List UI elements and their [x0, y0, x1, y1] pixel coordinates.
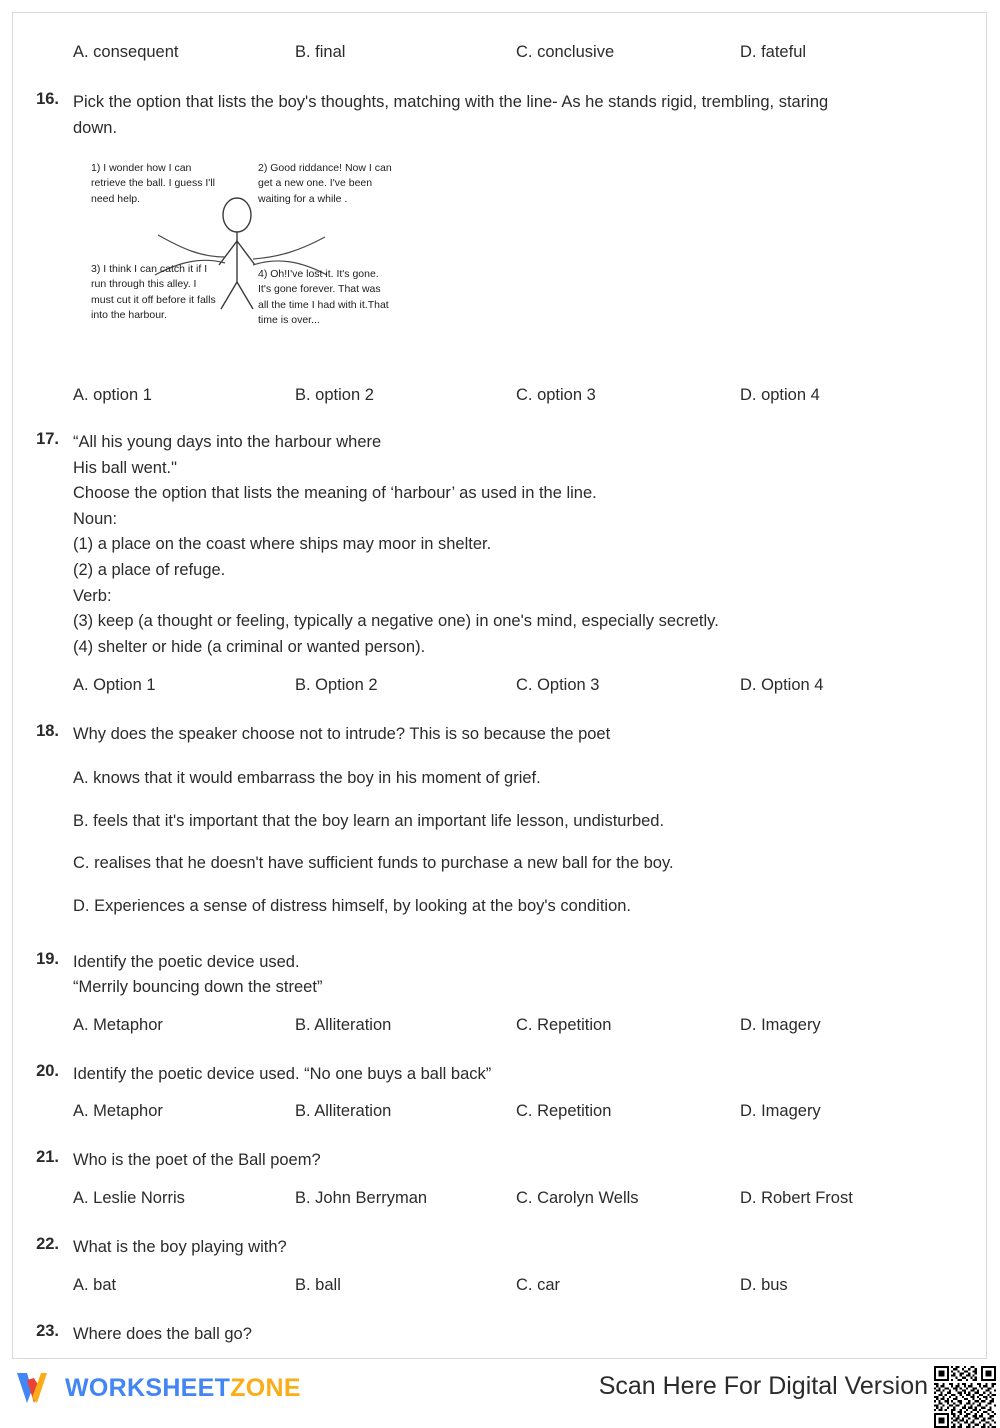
option-d[interactable]: D. Imagery — [740, 1102, 821, 1121]
worksheet-content — [13, 13, 988, 1347]
page-footer — [0, 1366, 1000, 1414]
option-row-19 — [13, 1016, 988, 1035]
question-number: 20. — [36, 1061, 59, 1080]
question-22 — [13, 1235, 988, 1261]
thought-bubble-1: 1) I wonder how I can retrieve the ball. I guess I'll need help. — [91, 162, 215, 205]
option-a[interactable]: A. bat — [73, 1275, 117, 1294]
question-text — [73, 1322, 958, 1348]
question-number: 17. — [36, 430, 59, 449]
option-c[interactable]: C. option 3 — [516, 386, 596, 405]
question-19 — [13, 950, 988, 1001]
option-d[interactable]: D. Robert Frost — [740, 1189, 853, 1207]
question-number: 19. — [36, 949, 59, 968]
option-b[interactable]: B. feels that it's important that the boy learn an important life lesson, undisturbed. — [73, 811, 665, 830]
question-23 — [13, 1322, 988, 1348]
pos-label-verb: Verb: — [73, 586, 112, 605]
question-number: 22. — [36, 1235, 59, 1253]
question-text — [73, 722, 958, 748]
question-line: His ball went." — [73, 458, 177, 477]
definition-4: (4) shelter or hide (a criminal or wanted person). — [73, 637, 426, 656]
w-logo-icon — [14, 1368, 56, 1408]
question-line: Where does the ball go? — [73, 1324, 252, 1343]
option-b[interactable]: B. ball — [295, 1275, 341, 1294]
question-line: Why does the speaker choose not to intrude? This is so because the poet — [73, 725, 611, 744]
option-b[interactable]: B. Alliteration — [295, 1102, 392, 1121]
option-d[interactable]: D. Experiences a sense of distress himself, by looking at the boy's condition. — [73, 897, 632, 915]
option-c[interactable]: C. Carolyn Wells — [516, 1189, 639, 1207]
question-21 — [13, 1148, 988, 1174]
option-d[interactable]: D. bus — [740, 1275, 788, 1294]
option-d[interactable]: D. Option 4 — [740, 676, 824, 695]
question-line: down. — [73, 118, 118, 137]
definition-3: (3) keep (a thought or feeling, typically a negative one) in one's mind, especially secretly. — [73, 612, 719, 631]
thought-bubble-2: 2) Good riddance! Now I can get a new one. I've been waiting for a while . — [258, 162, 392, 205]
quoted-line: “Merrily bouncing down the street” — [73, 978, 323, 997]
option-c[interactable]: C. car — [516, 1275, 561, 1294]
question-number: 23. — [36, 1321, 59, 1340]
thought-bubble-3: 3) I think I can catch it if I run through this alley. I must cut it off before it falls into the harbour. — [91, 263, 216, 321]
option-a[interactable]: A. knows that it would embarrass the boy in his moment of grief. — [73, 768, 541, 787]
pos-label-noun: Noun: — [73, 509, 118, 528]
option-a[interactable]: A. Metaphor — [73, 1015, 163, 1034]
option-list-18 — [13, 766, 988, 919]
option-c[interactable]: C. Repetition — [516, 1015, 612, 1034]
logo-text — [65, 1374, 301, 1403]
question-20 — [13, 1062, 988, 1088]
question-18 — [13, 722, 988, 748]
question-number: 16. — [36, 90, 59, 108]
option-row-20 — [13, 1102, 988, 1121]
option-a[interactable]: A. consequent — [73, 43, 179, 61]
stick-figure-diagram — [73, 157, 403, 372]
question-line: Identify the poetic device used. “No one buys a ball back” — [73, 1064, 492, 1083]
definition-2: (2) a place of refuge. — [73, 560, 226, 579]
option-a[interactable]: A. option 1 — [73, 386, 152, 405]
question-16 — [13, 90, 988, 141]
option-c[interactable]: C. realises that he doesn't have sufficient funds to purchase a new ball for the boy. — [73, 854, 674, 873]
question-line: Choose the option that lists the meaning of ‘harbour’ as used in the line. — [73, 484, 597, 503]
option-row-21 — [13, 1189, 988, 1208]
option-b[interactable]: B. Alliteration — [295, 1015, 392, 1034]
question-text — [73, 430, 958, 660]
question-text — [73, 1235, 958, 1261]
option-row-17 — [13, 676, 988, 695]
option-b[interactable]: B. Option 2 — [295, 676, 378, 695]
question-line: Identify the poetic device used. — [73, 952, 300, 971]
option-c[interactable]: C. conclusive — [516, 43, 615, 61]
logo-worksheet-text: WORKSHEET — [65, 1373, 231, 1402]
question-text — [73, 1062, 958, 1088]
worksheet-zone-logo[interactable] — [14, 1368, 301, 1408]
question-line: Pick the option that lists the boy's thoughts, matching with the line- As he stands rigid, trembling, staring — [73, 93, 829, 111]
question-line: “All his young days into the harbour where — [73, 433, 382, 452]
option-d[interactable]: D. option 4 — [740, 386, 820, 405]
option-b[interactable]: B. option 2 — [295, 386, 374, 405]
question-number: 21. — [36, 1148, 59, 1167]
thought-bubble-4: 4) Oh!I've lost it. It's gone. It's gone forever. That was all the time I had with it.That time is over... — [258, 268, 389, 326]
option-b[interactable]: B. final — [295, 43, 346, 61]
option-b[interactable]: B. John Berryman — [295, 1189, 428, 1207]
option-a[interactable]: A. Option 1 — [73, 676, 156, 695]
option-a[interactable]: A. Metaphor — [73, 1102, 163, 1121]
option-d[interactable]: D. Imagery — [740, 1015, 821, 1034]
question-number: 18. — [36, 722, 59, 741]
worksheet-page — [12, 12, 987, 1359]
logo-zone-text: ZONE — [230, 1373, 301, 1402]
option-a[interactable]: A. Leslie Norris — [73, 1189, 185, 1207]
option-c[interactable]: C. Option 3 — [516, 676, 600, 695]
question-line: Who is the poet of the Ball poem? — [73, 1151, 321, 1170]
option-row-16 — [13, 386, 988, 405]
option-row-carryover — [13, 13, 988, 62]
option-d[interactable]: D. fateful — [740, 43, 807, 61]
definition-1: (1) a place on the coast where ships may moor in shelter. — [73, 535, 492, 554]
scan-instruction-text: Scan Here For Digital Version — [598, 1372, 928, 1400]
question-text — [73, 90, 958, 141]
question-text — [73, 950, 958, 1001]
option-c[interactable]: C. Repetition — [516, 1102, 612, 1121]
question-line: What is the boy playing with? — [73, 1238, 287, 1256]
question-text — [73, 1148, 958, 1174]
qr-code-icon[interactable] — [934, 1366, 996, 1428]
option-row-22 — [13, 1276, 988, 1295]
question-17 — [13, 430, 988, 660]
